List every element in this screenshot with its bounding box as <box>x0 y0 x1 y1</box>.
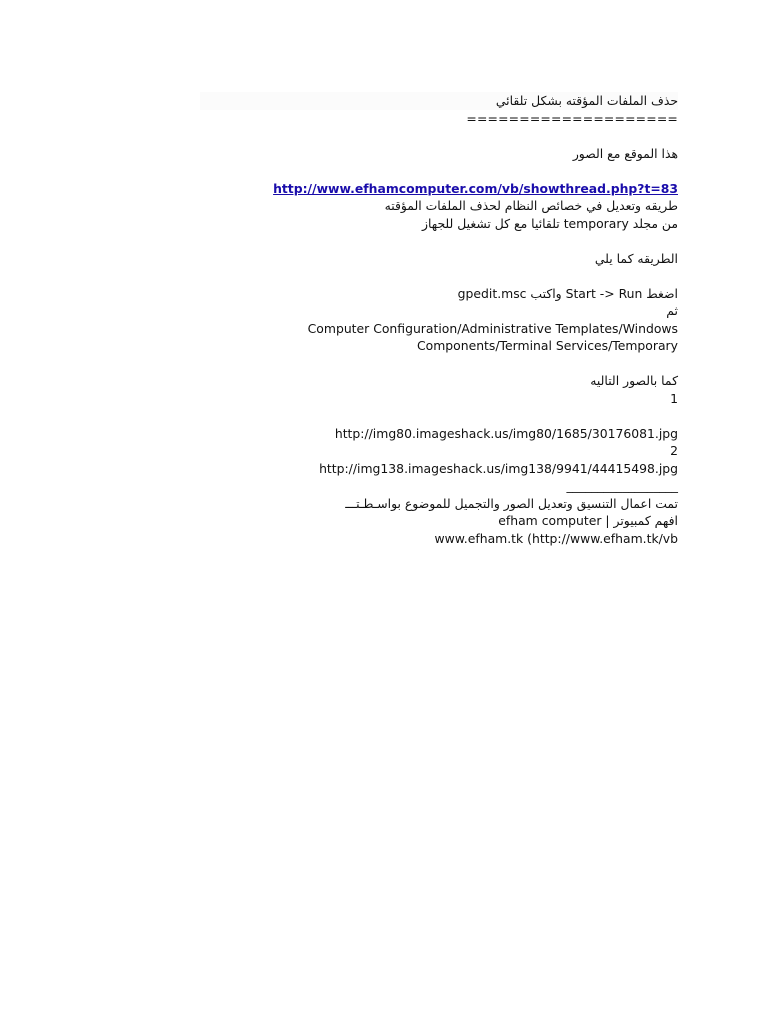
step-run-command: اضغط Start -> Run واكتب gpedit.msc <box>457 285 678 301</box>
title-separator: ==================== <box>466 110 678 126</box>
description-line-2: من مجلد temporary تلقائيا مع كل تشغيل للجهاز <box>421 215 678 231</box>
credit-line: تمت اعمال التنسيق وتعديل الصور والتجميل للموضوع بواسـطـتـــ <box>345 495 678 511</box>
spacer <box>200 407 678 425</box>
thread-link[interactable]: http://www.efhamcomputer.com/vb/showthread.php?t=83 <box>273 180 678 196</box>
images-intro: كما بالصور التاليه <box>590 373 678 388</box>
method-heading: الطريقه كما يلي <box>594 250 678 266</box>
document-title: حذف الملفات المؤقته بشكل تلقائي <box>200 92 678 110</box>
description-line-1: طريقه وتعديل في خصائص النظام لحذف الملفات المؤقته <box>384 198 678 213</box>
spacer <box>200 232 678 250</box>
site-url: www.efham.tk (http://www.efham.tk/vb <box>434 530 678 546</box>
image-number-1: 1 <box>670 390 678 406</box>
spacer <box>200 267 678 285</box>
policy-path: Computer Configuration/Administrative Templates/Windows Components/Terminal Services/Temporary <box>307 320 678 353</box>
image-url-2: http://img138.imageshack.us/img138/9941/44415498.jpg <box>319 460 678 476</box>
site-line: هذا الموقع مع الصور <box>572 145 678 161</box>
image-number-2: 2 <box>670 443 678 458</box>
site-name: افهم كمبيوتر | efham computer <box>498 513 678 528</box>
image-url-1: http://img80.imageshack.us/img80/1685/30176081.jpg <box>334 425 678 441</box>
spacer <box>200 162 678 180</box>
spacer <box>200 127 678 145</box>
spacer <box>200 355 678 373</box>
signature-divider: __________________ <box>566 478 678 493</box>
document-page <box>200 92 678 547</box>
then-label: ثم <box>666 303 678 318</box>
